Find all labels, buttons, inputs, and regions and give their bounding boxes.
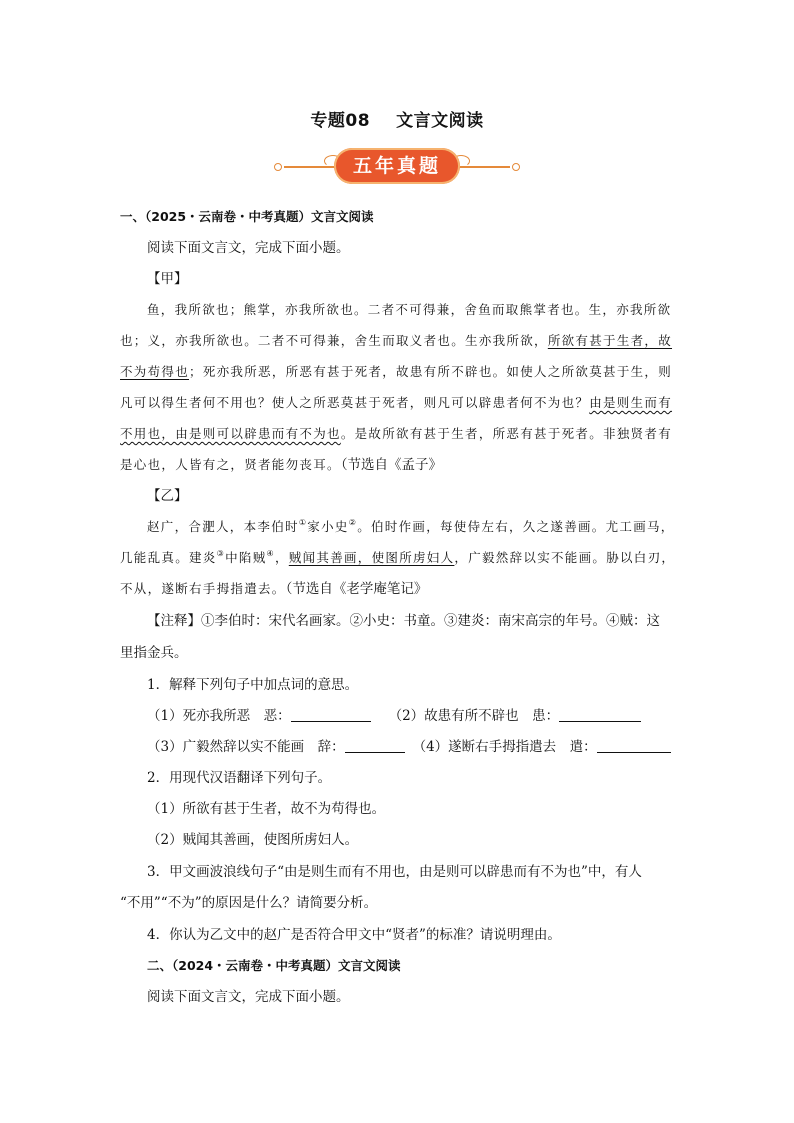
note-marker: ③ xyxy=(216,549,226,558)
title-text: 文言文阅读 xyxy=(396,111,484,131)
subquestion: “不用”“不为”的原因是什么？请简要分析。 xyxy=(120,895,378,911)
subquestion-item: （3）广毅然辞以实不能画 辞： （4）遂断右手拇指遣去 遣： xyxy=(147,739,671,755)
answer-blank[interactable] xyxy=(291,708,371,722)
subquestion: 4．你认为乙文中的赵广是否符合甲文中“贤者”的标准？请说明理由。 xyxy=(147,927,561,943)
passage-yi-line: 几能乱真。建炎③中陷贼④，贼闻其善画，使图所虏妇人，广毅然辞以实不能画。胁以白刃， xyxy=(120,549,676,565)
passage-jia-line: 凡可以得生者何不用也？使人之所恶莫甚于死者，则凡可以辟患者何不为也？由是则生而有 xyxy=(120,395,673,410)
subquestion: 3．甲文画波浪线句子“由是则生而有不用也，由是则可以辟患而有不为也”中，有人 xyxy=(147,864,642,880)
page-title xyxy=(0,106,794,131)
question-heading: 一、（2025・云南卷・中考真题）文言文阅读 xyxy=(120,209,374,224)
answer-blank[interactable] xyxy=(345,739,405,753)
answer-blank[interactable] xyxy=(597,739,671,753)
instruction: 阅读下面文言文，完成下面小题。 xyxy=(147,989,350,1005)
passage-yi-line: 赵广，合淝人，本李伯时①家小史②。伯时作画，每使侍左右，久之遂善画。尤工画马， xyxy=(147,518,675,534)
passage-source: （节选自《孟子》 xyxy=(340,457,443,473)
passage-jia-line: 不为苟得也；死亦我所恶，所恶有甚于死者，故患有所不辟也。如使人之所欲莫甚于生，则 xyxy=(120,364,673,379)
note-marker: ① xyxy=(298,518,308,527)
annotation-label: 【注释】 xyxy=(147,613,201,629)
subquestion-item: （2）贼闻其善画，使图所虏妇人。 xyxy=(147,832,359,848)
subquestion: 1．解释下列句子中加点词的意思。 xyxy=(147,677,359,693)
passage-source: （节选自《老学庵笔记》 xyxy=(285,581,428,597)
passage-jia-line: 鱼，我所欲也；熊掌，亦我所欲也。二者不可得兼，舍鱼而取熊掌者也。生，亦我所欲 xyxy=(147,302,672,317)
subquestion-item: （1）死亦我所恶 恶： （2）故患有所不辟也 患： xyxy=(147,708,641,724)
question-heading: 二、（2024・云南卷・中考真题）文言文阅读 xyxy=(147,958,401,973)
underlined-sentence: 所欲有甚于生者，故 xyxy=(547,333,673,348)
banner-label: 五年真题 xyxy=(334,148,460,184)
note-marker: ④ xyxy=(266,549,275,558)
subquestion-item: （1）所欲有甚于生者，故不为苟得也。 xyxy=(147,801,386,817)
note-marker: ② xyxy=(348,518,358,527)
instruction: 阅读下面文言文，完成下面小题。 xyxy=(147,240,350,256)
passage-jia-line: 也；义，亦我所欲也。二者不可得兼，舍生而取义者也。生亦我所欲，所欲有甚于生者，故 xyxy=(120,333,673,348)
passage-label-jia: 【甲】 xyxy=(147,271,188,287)
passage-label-yi: 【乙】 xyxy=(147,488,188,504)
ornament-dot-icon xyxy=(512,163,520,171)
wavy-underlined-sentence: 不用也，由是则可以辟患而有不为也 xyxy=(120,426,341,441)
ornament-dot-icon xyxy=(274,163,282,171)
subquestion: 2．用现代汉语翻译下列句子。 xyxy=(147,770,332,786)
answer-blank[interactable] xyxy=(559,708,641,722)
annotation-line: 里指金兵。 xyxy=(120,645,188,661)
section-banner xyxy=(274,147,520,187)
passage-jia-line: 是心也，人皆有之，贤者能勿丧耳。（节选自《孟子》 xyxy=(120,457,443,473)
passage-yi-line: 不从，遂断右手拇指遣去。（节选自《老学庵笔记》 xyxy=(120,581,428,597)
title-number: 专题08 xyxy=(310,111,371,131)
underlined-sentence: 不为苟得也 xyxy=(120,364,190,379)
wavy-underlined-sentence: 由是则生而有 xyxy=(589,395,673,410)
passage-jia-line: 不用也，由是则可以辟患而有不为也。是故所欲有甚于生者，所恶有甚于死者。非独贤者有 xyxy=(120,426,673,441)
underlined-sentence: 贼闻其善画，使图所虏妇人 xyxy=(288,550,455,565)
annotation-line: 【注释】①李伯时：宋代名画家。②小史：书童。③建炎：南宋高宗的年号。④贼：这 xyxy=(147,613,660,629)
